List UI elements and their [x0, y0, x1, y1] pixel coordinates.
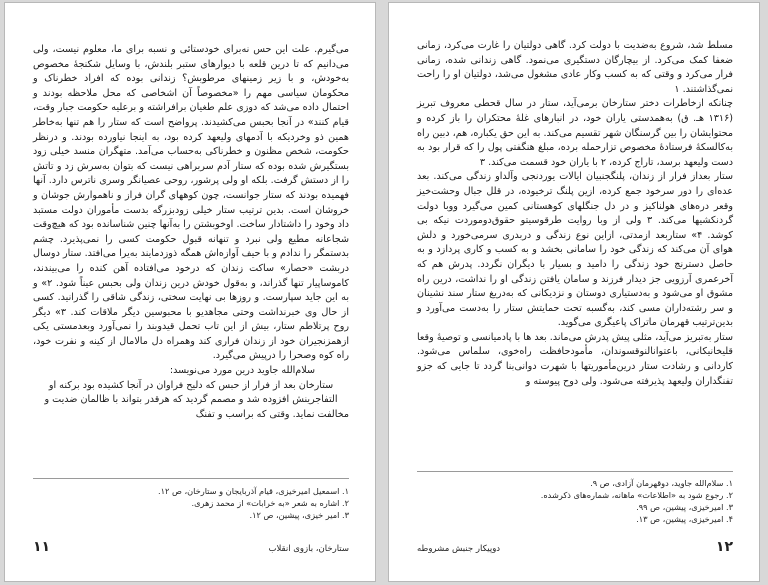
footnote: ۳. امیر خیزی، پیشین، ص ۱۲. [249, 510, 349, 520]
paragraph: ستار بعداز فرار از زندان، پلنگجنبیان ایالات یوردنجی وآلداو زندگی می‌کند. بعد عده‌ای را دور سرخود جمع کرده، ازین پلنگ ترخیوده، در قلل جبال وحشت‌خیز وقعر دره‌های هولناکیز و در دل جنگلهای کوهستانی کمین می‌گیرد ووبا دولت گردنکشیها می‌کند. ۳ ولی از وبا روایت طرقوسیتو حقوق‌دوموردت نیکه بی کوشد. ۴» ستاربعد ازمدتی، ازاین نوع زندگی و دربدری سرمی‌خورد و دلش هوای آن می‌کند که زندگی خود را سامانی بخشد و به کسب و کاری پردازد و به حاصل دسترنج خود زندگی را دامید و بسیار با دیگران نگردد. پدرش هم که آخرعمری آرزویی جز دیدار فرزند و سامان یافتن زندگی او را نداشت، درین راه مشوق او می‌شود و به‌دستیاری دوستان و نزدیکانی که به‌دریغ ستار سند نشینان و سر رشته‌داران مسی کند، به‌گسبه‌ تحت حمایتش ستار را به‌دست می‌آورد و بدین‌ترتیب قهرمان ماتراک پاعیگری می‌گوید. [417, 171, 734, 329]
footnote-divider [417, 471, 733, 472]
page-number: ۱۲ [715, 539, 733, 555]
page-11-footnotes [33, 485, 349, 521]
paragraph: ستار به‌تبریز می‌آید، مثلی پیش پدرش می‌ماند. بعد ها با پادمیانسی و توصیهٔ وقعا قلیخانیکانی، باعتوانالنوقسوندان، مأمودحافظت راه‌خوی، سلماس می‌شود. کاردانی و رشادت ستار درین‌مأموریتها با شهرت دوانی‌بنا گردد تا جایی که جزو تفنگداران ولیعهد پذیرفته می‌شود. ولی دوح پیوسته و [417, 331, 733, 387]
page-number: ۱۱ [33, 539, 51, 555]
quoted-passage: ستارخان بعد از فرار از حبس که دلیح فراوان در آنجا کشیده بود برکنه او التفاجرینش افزوده شد و مصمم گردید که هرقدر بتواند با ظالمان ضدیت و مخالفت نماید. وقتی که براسب و تفنگ [44, 379, 349, 420]
page-11-footer [33, 539, 349, 555]
paragraph: می‌گیرم. علت این حس نه‌برای خودستائی و نسبه برای ما، معلوم نیست، ولی می‌دانیم که تا درین قلعه با دیوارهای ستبر بلندش، با وسایل شکنجهٔ مخصوص به‌خودش، و با زیر زمینهای مرطوبش؟ زندانی بوده که افراد خطرناک و محکومان سیاسی مهم را «مخصوصاً آن اشخاصی که محل ملاحظه بودند و احتمال داده می‌شد که دوزی علم طغیان برافراشته و برعلیه حکومت جبار وقت، قیام کنند» در آنجا بحبس می‌کشیدند. پرواضح است که ستار را هم تنها به‌خاطر همین ذو وخردیکه با آدمهای ولیعهد کرده بود، به اینجا نیاورده بودند. و درنظر حکومت، شخص مظنون و خطرناکی به‌حساب می‌آمد. متهگران منسد خیلی زود بستگیرش شده بوده که ستار آدم سربراهی نیست که بتوان به‌سرش زد و تاتش را از دستش گرفت. بلکه او ولی پرشور، روحی عصیانگر وسری ناترس دارد. آنها فهمیده بودند که ستار جوانست، چون کوههای گران فراز و ناهموارش جوشان و خروشان است. بدین ترتیب ستار خیلی زودبزرگه بدست مأموران دولت مستبد داد وخود را داشتادار ساخت. اوخوبشتن را به‌آنها چنین شناسانده بود که هیچ‌وقت شجاعانه مطیع ولی نبرد و تنهانه قبول حکومت کسی را نمی‌پذیرد. چشم بدستمگر را ندادم و با حیف آوازه‌اش همگه ذوزدمایند به‌یرا می‌افتد. ستار دوسال دربشت «حصار» ساکت زندان که درخود می‌افتاده آهن کنده را می‌بیندند، کاموساپیار تنها گذراند، و به‌قول خودش درین زندان ولی بحبس عیناً شود. ۲» و به این جاید سپارست. و روزها بی نهایت سختی، زندگی شاقی را گذرانید. کسی از حال وی خبرنداشت وحتی مجاهدیو با محبوسین دیگر ملاقات کند. ۳» دیگر روح پرتلاطم ستار، بیش از این تاب تحمل قیدوبند را نمی‌آورد وبعدمستی یکی ازهمزنجیران خود از زندان فراری کند وهمراه دل مالامال از کینه و نفرت خود، راه کوه وصحرا را درپیش می‌گیرد. [33, 44, 349, 362]
paragraph: چنانکه ازخاطرات دختر ستارخان برمی‌آید، ستار در سال قحطی معروف تبریز (۱۳۱۶ هـ. ق‌) به‌همدستی یاران خود، در انبارهای غلهٔ محتکران را باز کرده و محتوایشان را بین گرسنگان شهر تقسیم می‌کند. به این حق یکباره، هم، دبین راه به‌کالسکهٔ فرستادهٔ مخصوص تزارحمله برده، مبلغ هنگفتی پول را که قرار بود به دست ولیعهد برسد، تاراج کرده، ۲ با یاران خود قسمت می‌کند. ۳ [417, 98, 733, 168]
footnote: ۲. اشاره به شعر «به خرابات» از محمد زهری. [191, 498, 349, 508]
page-11-body [33, 43, 349, 422]
running-head: ستارخان، بازوی انقلاب [268, 544, 349, 554]
paragraph: مسلط شد، شروع به‌ضدیت با دولت کرد. گاهی دولتیان را غارت می‌کرد، زمانی ضعفا کمک می‌کرد. از بیچارگان دستگیری می‌نمود. گاهی زندانی شده، زمانی فرار می‌کرد و وقتی که به کسب وکار عادی مشغول می‌شد، دولتیان او را راحت نمی‌گذاشتند. ۱ [417, 40, 733, 95]
running-head: دوپیکار جنبش مشروطه [417, 544, 501, 554]
footnote: ۱. اسمعیل امیرخیزی، قیام آذربایجان و ستارخان، ص ۱۲. [158, 486, 349, 496]
book-page-12 [388, 2, 760, 582]
book-page-11 [4, 2, 376, 582]
page-12-footer [417, 539, 733, 555]
paragraph: سلام‌الله جاوید درین مورد می‌نویسد: [169, 365, 315, 377]
footnote: ۲. رجوع شود به «اطلاعات» ماهانه، شماره‌های ذکرشده. [540, 490, 733, 500]
page-12-body [417, 39, 733, 389]
footnote: ۱. سلام‌الله جاوید، دوقهرمان آزادی، ص ۹. [590, 478, 733, 488]
footnote: ۳. امیرخیزی، پیشین، ص ۹۹. [636, 502, 733, 512]
footnote: ۴. امیرخیزی، پیشین، ص ۱۳. [636, 514, 733, 524]
page-12-footnotes [417, 477, 733, 525]
footnote-divider [33, 478, 349, 479]
